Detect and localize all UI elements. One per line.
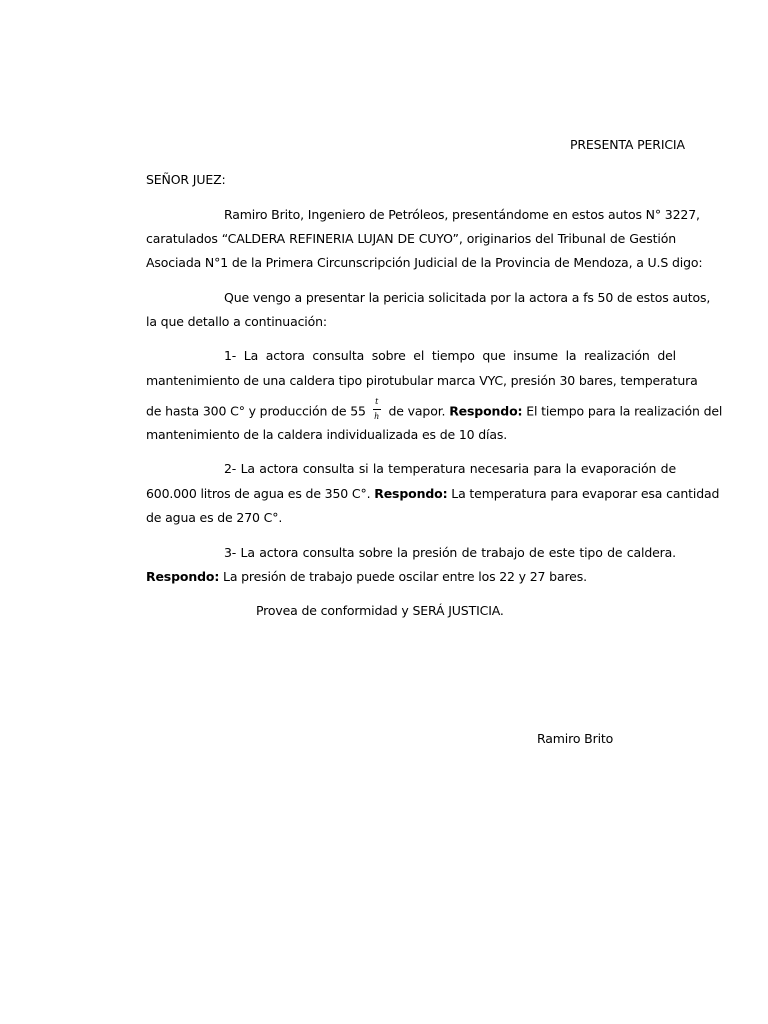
question-1-line-3-start: de hasta 300 C° y producción de 55: [146, 403, 366, 419]
document-heading: PRESENTA PERICIA: [570, 137, 685, 152]
question-2-line-2-end: La temperatura para evaporar esa cantidad: [451, 486, 720, 501]
closing-phrase: Provea de conformidad y SERÁ JUSTICIA.: [256, 603, 504, 618]
question-1-line-2: mantenimiento de una caldera tipo pirotubular marca VYC, presión 30 bares, temperatura: [146, 373, 698, 388]
paragraph-request-line-2: la que detallo a continuación:: [146, 314, 327, 329]
respondo-label-2: Respondo:: [374, 486, 448, 501]
paragraph-request-line-1: Que vengo a presentar la pericia solicitada por la actora a fs 50 de estos autos,: [224, 290, 711, 305]
question-2-line-2-start: 600.000 litros de agua es de 350 C°.: [146, 486, 371, 501]
question-1-line-1: 1- La actora consulta sobre el tiempo que insume la realización del: [224, 348, 676, 363]
question-3-line-2: [146, 569, 587, 585]
question-1-line-4: mantenimiento de la caldera individualizada es de 10 días.: [146, 427, 508, 442]
question-2-line-2: [146, 486, 719, 502]
question-2-line-3: de agua es de 270 C°.: [146, 510, 283, 525]
salutation: SEÑOR JUEZ:: [146, 172, 226, 187]
respondo-label-1: Respondo:: [449, 403, 523, 419]
respondo-label-3: Respondo:: [146, 569, 220, 584]
question-3-line-1: 3- La actora consulta sobre la presión de trabajo de este tipo de caldera.: [224, 545, 676, 560]
paragraph-intro-line-1: Ramiro Brito, Ingeniero de Petróleos, presentándome en estos autos N° 3227,: [224, 207, 700, 222]
fraction-denominator: h: [374, 412, 380, 421]
signature-name: Ramiro Brito: [537, 731, 614, 746]
question-1-line-3-end: El tiempo para la realización del: [526, 403, 723, 419]
question-1-line-3-mid: de vapor.: [388, 403, 446, 419]
fraction-numerator: t: [375, 397, 379, 406]
paragraph-intro-line-3: Asociada N°1 de la Primera Circunscripción Judicial de la Provincia de Mendoza, a U.S digo:: [146, 255, 703, 270]
question-3-line-2-end: La presión de trabajo puede oscilar entre los 22 y 27 bares.: [223, 569, 587, 584]
paragraph-intro-line-2: caratulados “CALDERA REFINERIA LUJAN DE CUYO”, originarios del Tribunal de Gestión: [146, 231, 676, 246]
fraction-bar: [373, 409, 381, 410]
question-1-line-3: [146, 399, 722, 425]
tons-per-hour-fraction: [371, 397, 383, 423]
question-2-line-1: 2- La actora consulta si la temperatura necesaria para la evaporación de: [224, 461, 676, 476]
